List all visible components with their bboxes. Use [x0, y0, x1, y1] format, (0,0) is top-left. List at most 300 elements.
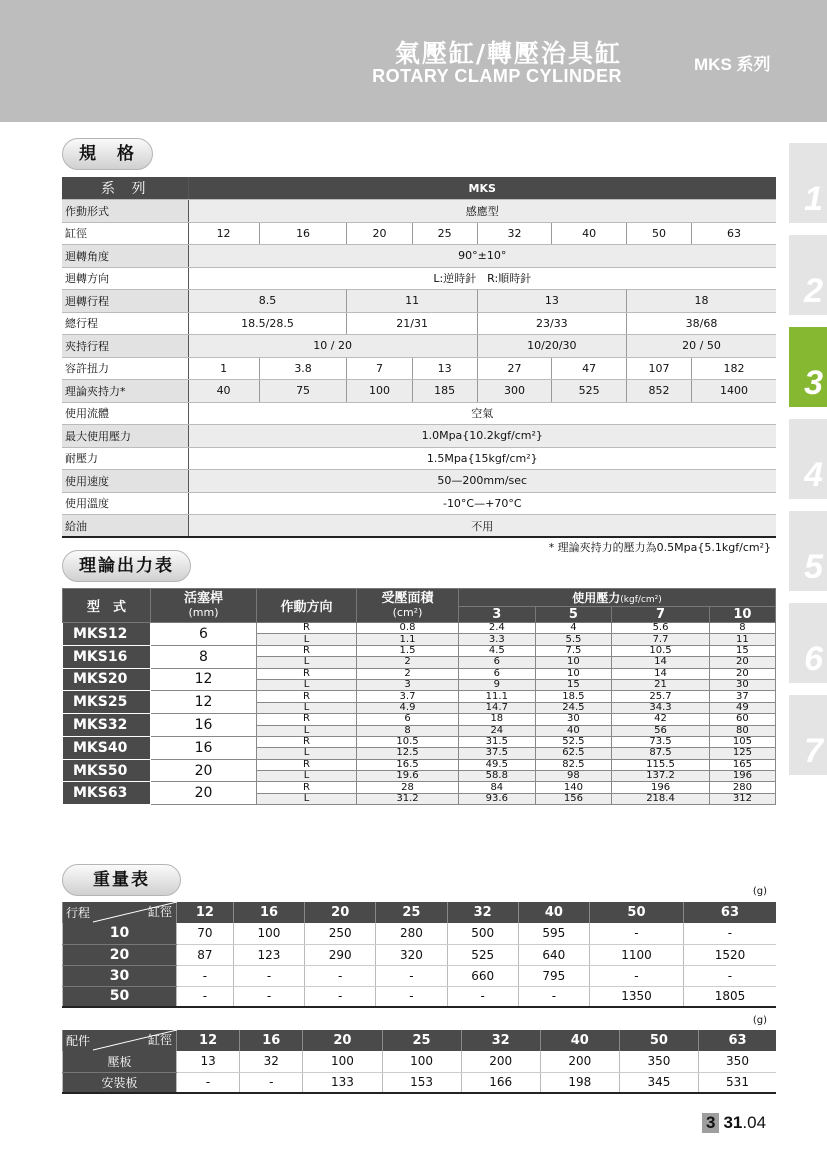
force-value: 6 — [459, 657, 536, 668]
model-name: MKS16 — [63, 645, 151, 668]
area: 19.6 — [357, 771, 459, 782]
col-pressure-value: 10 — [709, 607, 775, 623]
weight-value: 525 — [447, 944, 518, 965]
spec-cell: 50—200mm/sec — [188, 470, 776, 493]
force-value: 49 — [709, 702, 775, 713]
weight-value: - — [589, 965, 683, 986]
accessory-corner — [63, 1030, 177, 1051]
spec-note: * 理論夾持力的壓力為0.5Mpa{5.1kgf/cm²} — [548, 541, 771, 554]
spec-cell: 1 — [188, 357, 259, 380]
col-area — [357, 589, 459, 623]
weight-value: - — [305, 986, 376, 1007]
spec-cell: 20 — [347, 222, 412, 245]
bore-header: 12 — [177, 1030, 240, 1051]
force-value: 60 — [709, 714, 775, 725]
weight-value: - — [518, 986, 589, 1007]
spec-table — [62, 177, 776, 538]
accessory-value: 153 — [382, 1072, 461, 1093]
output-row — [63, 645, 776, 656]
spec-cell: 182 — [692, 357, 776, 380]
spec-cell: 185 — [412, 380, 477, 403]
force-value: 10.5 — [612, 645, 710, 656]
spec-cell: 20 / 50 — [626, 335, 776, 358]
force-value: 137.2 — [612, 771, 710, 782]
weight-value: 87 — [177, 944, 234, 965]
spec-cell: 107 — [626, 357, 691, 380]
force-value: 20 — [709, 657, 775, 668]
spec-header-label: 系 列 — [62, 177, 188, 200]
spec-row — [62, 402, 776, 425]
force-value: 18 — [459, 714, 536, 725]
area: 2 — [357, 657, 459, 668]
force-value: 14 — [612, 668, 710, 679]
chapter-tab-4[interactable] — [789, 419, 827, 499]
force-value: 125 — [709, 748, 775, 759]
chapter-tab-label: 7 — [804, 732, 823, 770]
spec-header-row — [62, 177, 776, 200]
accessory-row — [63, 1051, 777, 1072]
chapter-number: 3 — [702, 1113, 719, 1133]
bore-header: 50 — [619, 1030, 698, 1051]
accessory-unit: (g) — [752, 1015, 767, 1026]
spec-cell: 空氣 — [188, 402, 776, 425]
spec-cell: 852 — [626, 380, 691, 403]
spec-cell: 27 — [477, 357, 552, 380]
force-value: 115.5 — [612, 759, 710, 770]
force-value: 11.1 — [459, 691, 536, 702]
spec-cell: 8.5 — [188, 290, 347, 313]
spec-cell: 16 — [259, 222, 347, 245]
model-name: MKS40 — [63, 736, 151, 759]
page-sub-number: .04 — [742, 1113, 767, 1132]
force-value: 105 — [709, 736, 775, 747]
direction: L — [257, 748, 357, 759]
force-value: 140 — [535, 782, 612, 793]
output-row — [63, 668, 776, 679]
spec-cell: 18 — [626, 290, 776, 313]
rod-size: 20 — [151, 759, 257, 782]
spec-row-label: 理論夾持力* — [62, 380, 188, 403]
rod-size: 12 — [151, 668, 257, 691]
accessory-value: 133 — [303, 1072, 382, 1093]
weight-row-label: 10 — [63, 923, 177, 944]
spec-cell: 90°±10° — [188, 245, 776, 268]
area: 12.5 — [357, 748, 459, 759]
accessory-value: 198 — [540, 1072, 619, 1093]
weight-value: 250 — [305, 923, 376, 944]
model-name: MKS20 — [63, 668, 151, 691]
spec-cell: 3.8 — [259, 357, 347, 380]
accessory-value: 350 — [699, 1051, 777, 1072]
accessory-value: 350 — [619, 1051, 698, 1072]
spec-row — [62, 267, 776, 290]
spec-row — [62, 290, 776, 313]
spec-row-label: 迴轉行程 — [62, 290, 188, 313]
weight-corner — [63, 902, 177, 923]
area: 31.2 — [357, 793, 459, 804]
weight-row — [63, 944, 777, 965]
spec-row-label: 容許扭力 — [62, 357, 188, 380]
force-value: 15 — [535, 679, 612, 690]
force-value: 37.5 — [459, 748, 536, 759]
area: 3 — [357, 679, 459, 690]
force-value: 6 — [459, 668, 536, 679]
direction: R — [257, 668, 357, 679]
area: 28 — [357, 782, 459, 793]
area: 6 — [357, 714, 459, 725]
chapter-tab-2[interactable] — [789, 235, 827, 315]
weight-value: 1350 — [589, 986, 683, 1007]
title-zh: 氣壓缸/轉壓治具缸 — [394, 39, 622, 68]
weight-value: 1100 — [589, 944, 683, 965]
force-value: 5.5 — [535, 634, 612, 645]
chapter-tab-5[interactable] — [789, 511, 827, 591]
spec-row-label: 迴轉方向 — [62, 267, 188, 290]
weight-table — [62, 902, 776, 1008]
col-rod-unit: (mm) — [188, 605, 219, 619]
rod-size: 6 — [151, 623, 257, 646]
weight-value: 795 — [518, 965, 589, 986]
direction: L — [257, 679, 357, 690]
spec-cell: 13 — [412, 357, 477, 380]
force-value: 196 — [709, 771, 775, 782]
bore-header: 40 — [518, 902, 589, 923]
output-row — [63, 736, 776, 747]
direction: R — [257, 759, 357, 770]
rod-size: 16 — [151, 736, 257, 759]
spec-cell: 1.5Mpa{15kgf/cm²} — [188, 447, 776, 470]
accessory-value: 200 — [461, 1051, 540, 1072]
direction: L — [257, 771, 357, 782]
spec-row — [62, 222, 776, 245]
spec-row — [62, 335, 776, 358]
area: 4.9 — [357, 702, 459, 713]
accessory-row — [63, 1072, 777, 1093]
weight-value: 320 — [376, 944, 447, 965]
col-pressure-value: 3 — [459, 607, 536, 623]
force-value: 84 — [459, 782, 536, 793]
spec-row — [62, 380, 776, 403]
weight-value: 280 — [376, 923, 447, 944]
force-value: 24 — [459, 725, 536, 736]
spec-cell: -10°C—+70°C — [188, 492, 776, 515]
weight-row-label: 50 — [63, 986, 177, 1007]
force-value: 7.7 — [612, 634, 710, 645]
bore-header: 20 — [303, 1030, 382, 1051]
chapter-tab-7[interactable] — [789, 695, 827, 775]
bore-header: 50 — [589, 902, 683, 923]
spec-cell: 12 — [188, 222, 259, 245]
weight-value: 70 — [177, 923, 234, 944]
force-value: 49.5 — [459, 759, 536, 770]
accessory-row-label: 壓板 — [63, 1051, 177, 1072]
col-pressure-unit: (kgf/cm²) — [620, 595, 662, 605]
col-direction: 作動方向 — [257, 589, 357, 623]
spec-cell: 23/33 — [477, 312, 626, 335]
output-header-row — [63, 589, 776, 607]
spec-row-label: 給油 — [62, 515, 188, 538]
spec-cell: 11 — [347, 290, 477, 313]
direction: L — [257, 725, 357, 736]
accessory-value: 13 — [177, 1051, 240, 1072]
spec-row-label: 作動形式 — [62, 200, 188, 223]
spec-row-label: 迴轉角度 — [62, 245, 188, 268]
page-number — [702, 1113, 766, 1133]
weight-value: - — [589, 923, 683, 944]
direction: R — [257, 623, 357, 634]
weight-value: 660 — [447, 965, 518, 986]
weight-value: - — [683, 923, 776, 944]
accessory-value: - — [240, 1072, 303, 1093]
force-value: 2.4 — [459, 623, 536, 634]
force-value: 4 — [535, 623, 612, 634]
force-value: 18.5 — [535, 691, 612, 702]
weight-row — [63, 965, 777, 986]
spec-row-label: 總行程 — [62, 312, 188, 335]
col-pressure — [459, 589, 776, 607]
chapter-tab-3[interactable] — [789, 327, 827, 407]
accessory-corner-col: 缸徑 — [147, 1033, 172, 1047]
weight-row — [63, 986, 777, 1007]
accessory-table — [62, 1030, 776, 1094]
chapter-tab-label: 4 — [804, 456, 823, 494]
force-value: 196 — [612, 782, 710, 793]
force-value: 52.5 — [535, 736, 612, 747]
weight-value: 123 — [233, 944, 304, 965]
spec-row — [62, 200, 776, 223]
spec-cell: 13 — [477, 290, 626, 313]
spec-header-value: MKS — [188, 177, 776, 200]
page-header — [0, 0, 827, 122]
force-value: 82.5 — [535, 759, 612, 770]
spec-row — [62, 492, 776, 515]
accessory-value: 531 — [699, 1072, 777, 1093]
spec-row-label: 最大使用壓力 — [62, 425, 188, 448]
weight-value: 290 — [305, 944, 376, 965]
spec-row — [62, 245, 776, 268]
spec-row-label: 缸徑 — [62, 222, 188, 245]
spec-row — [62, 447, 776, 470]
force-value: 34.3 — [612, 702, 710, 713]
weight-value: - — [233, 986, 304, 1007]
force-value: 40 — [535, 725, 612, 736]
force-value: 93.6 — [459, 793, 536, 804]
force-value: 10 — [535, 668, 612, 679]
spec-cell: 50 — [626, 222, 691, 245]
spec-row — [62, 425, 776, 448]
spec-cell: 21/31 — [347, 312, 477, 335]
weight-row — [63, 923, 777, 944]
title-en: ROTARY CLAMP CYLINDER — [372, 66, 622, 86]
output-row — [63, 714, 776, 725]
force-value: 5.6 — [612, 623, 710, 634]
weight-header-row — [63, 902, 777, 923]
weight-value: - — [305, 965, 376, 986]
force-value: 14.7 — [459, 702, 536, 713]
spec-cell: 32 — [477, 222, 552, 245]
accessory-value: 100 — [303, 1051, 382, 1072]
bore-header: 16 — [240, 1030, 303, 1051]
area: 1.5 — [357, 645, 459, 656]
bore-header: 16 — [233, 902, 304, 923]
force-value: 73.5 — [612, 736, 710, 747]
spec-cell: 40 — [552, 222, 627, 245]
spec-cell: 18.5/28.5 — [188, 312, 347, 335]
weight-value: - — [376, 986, 447, 1007]
force-value: 37 — [709, 691, 775, 702]
direction: L — [257, 634, 357, 645]
accessory-value: 100 — [382, 1051, 461, 1072]
chapter-tab-1[interactable] — [789, 143, 827, 223]
model-name: MKS12 — [63, 623, 151, 646]
weight-value: 500 — [447, 923, 518, 944]
spec-cell: 75 — [259, 380, 347, 403]
spec-cell: L:逆時針 R:順時針 — [188, 267, 776, 290]
weight-section-title: 重量表 — [62, 864, 181, 896]
force-value: 4.5 — [459, 645, 536, 656]
model-name: MKS25 — [63, 691, 151, 714]
spec-cell: 不用 — [188, 515, 776, 538]
col-pressure-value: 5 — [535, 607, 612, 623]
force-value: 7.5 — [535, 645, 612, 656]
spec-cell: 25 — [412, 222, 477, 245]
bore-header: 25 — [376, 902, 447, 923]
chapter-tab-label: 1 — [804, 180, 823, 218]
force-value: 15 — [709, 645, 775, 656]
output-row — [63, 623, 776, 634]
direction: L — [257, 702, 357, 713]
weight-value: - — [376, 965, 447, 986]
force-value: 42 — [612, 714, 710, 725]
series-label: MKS 系列 — [694, 55, 771, 74]
spec-row — [62, 312, 776, 335]
output-row — [63, 691, 776, 702]
bore-header: 32 — [447, 902, 518, 923]
area: 2 — [357, 668, 459, 679]
col-rod — [151, 589, 257, 623]
force-value: 24.5 — [535, 702, 612, 713]
weight-value: - — [177, 986, 234, 1007]
spec-cell: 10/20/30 — [477, 335, 626, 358]
direction: R — [257, 736, 357, 747]
output-row — [63, 759, 776, 770]
spec-cell: 10 / 20 — [188, 335, 477, 358]
spec-cell: 525 — [552, 380, 627, 403]
force-value: 9 — [459, 679, 536, 690]
bore-header: 12 — [177, 902, 234, 923]
spec-section-title: 規 格 — [62, 138, 153, 170]
weight-value: 1805 — [683, 986, 776, 1007]
spec-cell: 63 — [692, 222, 776, 245]
force-value: 58.8 — [459, 771, 536, 782]
spec-cell: 1400 — [692, 380, 776, 403]
force-value: 10 — [535, 657, 612, 668]
weight-value: 1520 — [683, 944, 776, 965]
accessory-value: 200 — [540, 1051, 619, 1072]
direction: R — [257, 645, 357, 656]
chapter-tab-label: 2 — [804, 272, 823, 310]
spec-row — [62, 515, 776, 538]
force-value: 11 — [709, 634, 775, 645]
force-value: 218.4 — [612, 793, 710, 804]
chapter-tab-label: 5 — [804, 548, 823, 586]
chapter-tabs — [789, 143, 827, 787]
accessory-value: 345 — [619, 1072, 698, 1093]
force-value: 62.5 — [535, 748, 612, 759]
force-value: 14 — [612, 657, 710, 668]
bore-header: 63 — [699, 1030, 777, 1051]
col-pressure-value: 7 — [612, 607, 710, 623]
accessory-header-row — [63, 1030, 777, 1051]
accessory-value: - — [177, 1072, 240, 1093]
bore-header: 40 — [540, 1030, 619, 1051]
weight-unit: (g) — [752, 886, 767, 897]
bore-header: 25 — [382, 1030, 461, 1051]
area: 3.7 — [357, 691, 459, 702]
col-area-unit: (cm²) — [392, 605, 423, 619]
direction: R — [257, 691, 357, 702]
spec-cell: 40 — [188, 380, 259, 403]
col-pressure-label: 使用壓力 — [572, 591, 621, 605]
spec-cell: 47 — [552, 357, 627, 380]
area: 10.5 — [357, 736, 459, 747]
weight-row-label: 30 — [63, 965, 177, 986]
weight-value: 640 — [518, 944, 589, 965]
area: 0.8 — [357, 623, 459, 634]
accessory-value: 32 — [240, 1051, 303, 1072]
output-table — [62, 588, 776, 805]
weight-value: 100 — [233, 923, 304, 944]
bore-header: 20 — [305, 902, 376, 923]
spec-cell: 300 — [477, 380, 552, 403]
weight-corner-row: 行程 — [66, 906, 91, 920]
area: 1.1 — [357, 634, 459, 645]
direction: L — [257, 793, 357, 804]
weight-corner-col: 缸徑 — [147, 905, 172, 919]
direction: R — [257, 782, 357, 793]
weight-row-label: 20 — [63, 944, 177, 965]
weight-value: - — [233, 965, 304, 986]
spec-row-label: 使用流體 — [62, 402, 188, 425]
chapter-tab-6[interactable] — [789, 603, 827, 683]
force-value: 30 — [709, 679, 775, 690]
spec-row-label: 使用速度 — [62, 470, 188, 493]
rod-size: 16 — [151, 714, 257, 737]
force-value: 30 — [535, 714, 612, 725]
spec-cell: 100 — [347, 380, 412, 403]
spec-row — [62, 357, 776, 380]
model-name: MKS32 — [63, 714, 151, 737]
col-rod-label: 活塞桿 — [183, 590, 223, 606]
force-value: 312 — [709, 793, 775, 804]
area: 8 — [357, 725, 459, 736]
accessory-value: 166 — [461, 1072, 540, 1093]
rod-size: 12 — [151, 691, 257, 714]
force-value: 98 — [535, 771, 612, 782]
spec-cell: 感應型 — [188, 200, 776, 223]
force-value: 8 — [709, 623, 775, 634]
force-value: 156 — [535, 793, 612, 804]
bore-header: 32 — [461, 1030, 540, 1051]
weight-value: 595 — [518, 923, 589, 944]
accessory-corner-row: 配件 — [66, 1034, 91, 1048]
bore-header: 63 — [683, 902, 776, 923]
direction: R — [257, 714, 357, 725]
spec-row-label: 使用溫度 — [62, 492, 188, 515]
weight-value: - — [177, 965, 234, 986]
force-value: 87.5 — [612, 748, 710, 759]
page-main-number: 31 — [723, 1113, 743, 1132]
